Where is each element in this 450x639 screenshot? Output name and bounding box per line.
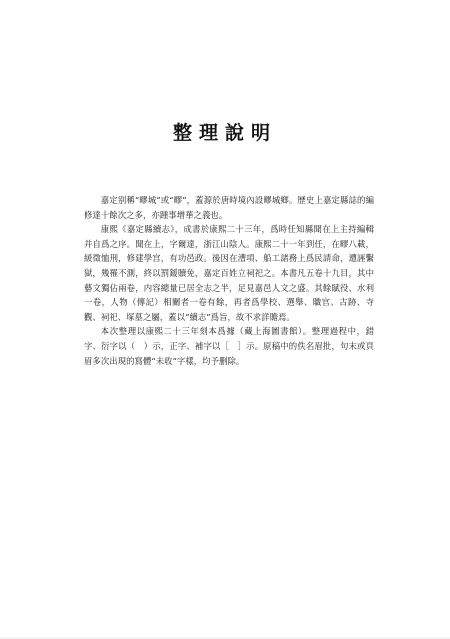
- paragraph-3: 本次整理以康熙二十三年刻本爲據（藏上海圖書館）。整理過程中，錯字、衍字以（ ）示，正字、補字以［ ］示。原稿中的佚名眉批，句末或頁眉多次出現的寫體“未收”字樣，均予删除。: [84, 326, 374, 366]
- paragraph-2: 康熙《嘉定縣續志》，成書於康熙二十三年，爲時任知縣聞在上主持編輯并自爲之序。聞在上，字爾達，浙江山陰人。康熙二十一年到任，在疁八載，緩徵恤刑，修建學宫，有功邑政。後因在漕項、船工諸務上爲民請命，遭誣繫獄，幾罹不測，終以罰鍰贖免，嘉定百姓立祠祀之。本書凡五卷十九目，其中藝文獨佔兩卷，内容總量已居全志之半，足見嘉邑人文之盛。其餘賦役、水利一卷，人物（傳記）相關者一卷有餘，再者爲學校、選舉、職官、古跡、寺觀、祠祀、塚墓之屬，蓋以“續志”爲旨，故不求詳贍焉。: [84, 224, 374, 322]
- body-text: [84, 193, 374, 368]
- paragraph-1: 嘉定别稱“疁城”或“疁”，蓋源於唐時境內設疁城鄉。歷史上嘉定縣誌的編修達十餘次之多，亦踵事增華之義也。: [84, 195, 374, 220]
- page-title: 整理說明: [172, 122, 277, 144]
